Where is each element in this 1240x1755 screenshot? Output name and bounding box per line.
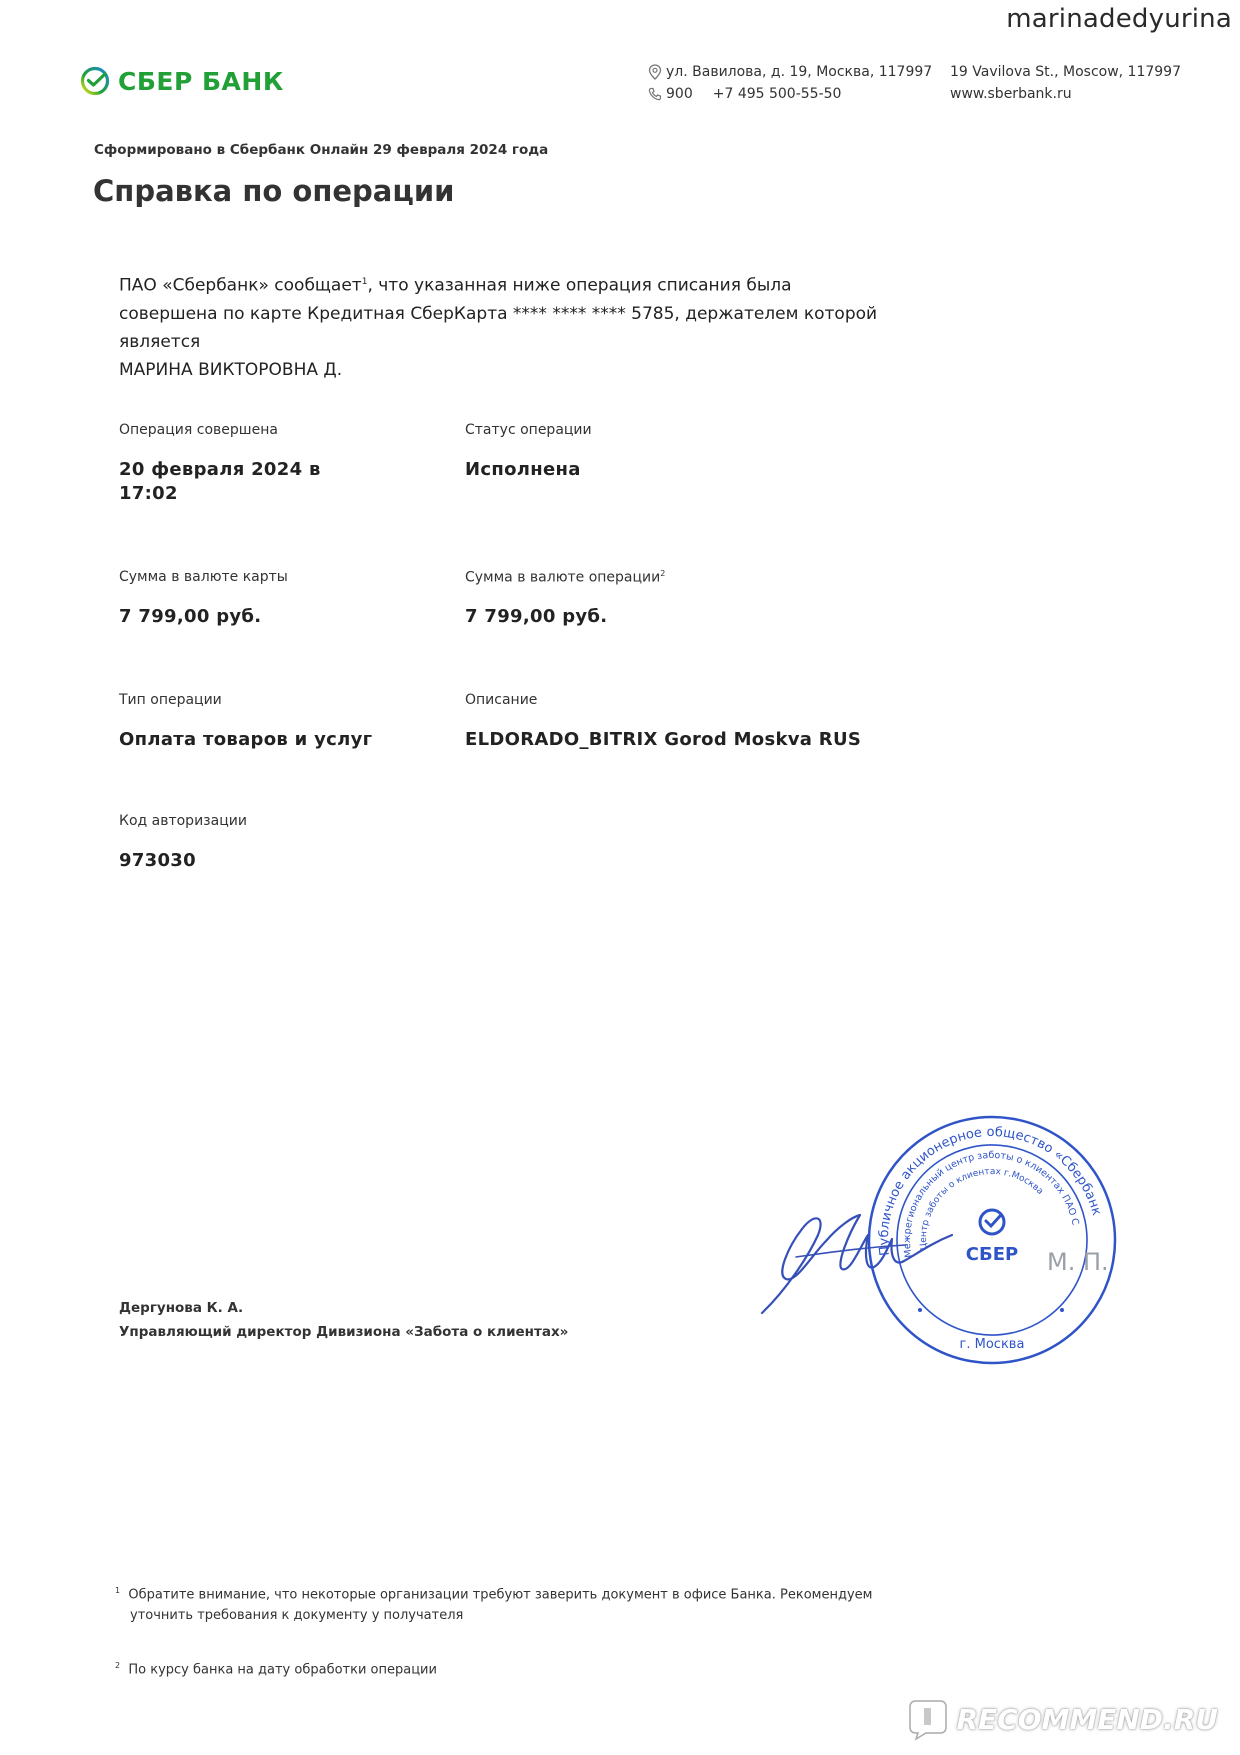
- intro-text-3: совершена по карте Кредитная СберКарта **** **** **** 5785, держателем которой является: [119, 303, 878, 352]
- op-amount-value: 7 799,00 руб.: [465, 606, 608, 627]
- intro-paragraph: [119, 268, 939, 384]
- op-date-line2: 17:02: [119, 483, 178, 504]
- sber-logo: [80, 66, 284, 96]
- page-title: Справка по операции: [93, 174, 455, 208]
- recommend-watermark: [906, 1697, 1218, 1741]
- stamp-brand: СБЕР: [965, 1244, 1019, 1265]
- intro-text-2: , что указанная ниже операция списания была: [367, 275, 792, 296]
- stamp-inner-text: Межрегиональный центр заботы о клиентах ПАО Сбербанк: [901, 1149, 1081, 1259]
- signatory-block: [119, 1296, 568, 1344]
- type-value: Оплата товаров и услуг: [119, 729, 373, 750]
- user-watermark: marinadedyurina: [1006, 4, 1232, 34]
- stamp-city: г. Москва: [959, 1337, 1025, 1352]
- desc-value: ELDORADO_BITRIX Gorod Moskva RUS: [465, 729, 862, 750]
- op-amount-label-text: Сумма в валюте операции: [465, 569, 661, 586]
- address-ru: ул. Вавилова, д. 19, Москва, 117997: [666, 64, 933, 80]
- auth-value: 973030: [119, 850, 196, 871]
- footnote-ref-1: 1: [361, 277, 368, 287]
- phone-icon: [648, 87, 662, 101]
- signatory-position: Управляющий директор Дивизиона «Забота о клиентах»: [119, 1324, 569, 1340]
- website-link[interactable]: www.sberbank.ru: [950, 86, 1072, 102]
- type-label: Тип операции: [119, 692, 222, 708]
- contacts-ru: [648, 61, 932, 105]
- recommend-logo-icon: [906, 1697, 950, 1741]
- status-label: Статус операции: [465, 422, 592, 438]
- stamp-inner-text-2: Центр заботы о клиентах г.Москва: [918, 1166, 1045, 1251]
- recommend-text: RECOMMEND.RU: [956, 1702, 1218, 1736]
- phone-short: 900: [666, 86, 693, 102]
- contacts-en: [950, 61, 1181, 105]
- bank-stamp: [862, 1110, 1122, 1370]
- intro-text-1: ПАО «Сбербанк» сообщает: [119, 275, 362, 296]
- footnote-1-mark: 1: [115, 1586, 121, 1595]
- op-amount-label: [465, 569, 665, 586]
- desc-label: Описание: [465, 692, 538, 708]
- sber-logo-icon: [80, 66, 110, 96]
- stamp-logo-icon: [980, 1210, 1004, 1234]
- op-date-line1: 20 февраля 2024 в: [119, 459, 321, 480]
- footnote-1-text-2: уточнить требования к документу у получателя: [130, 1608, 464, 1624]
- card-amount-label: Сумма в валюте карты: [119, 569, 288, 585]
- auth-label: Код авторизации: [119, 813, 247, 829]
- footnote-2: [115, 1655, 437, 1680]
- generated-note: Сформировано в Сбербанк Онлайн 29 февраля 2024 года: [94, 142, 549, 158]
- cardholder-name: МАРИНА ВИКТОРОВНА Д.: [119, 359, 343, 380]
- op-date-label: Операция совершена: [119, 422, 278, 438]
- footnote-2-text: По курсу банка на дату обработки операции: [128, 1662, 437, 1678]
- phone-long: +7 495 500-55-50: [712, 86, 842, 102]
- op-date-value: [119, 458, 321, 506]
- status-value: Исполнена: [465, 459, 581, 480]
- footnote-1-text: Обратите внимание, что некоторые организации требуют заверить документ в офисе Банка. Рекомендуем: [128, 1587, 873, 1603]
- footnote-ref-2: 2: [660, 569, 666, 578]
- logo-text: СБЕР БАНК: [118, 66, 284, 96]
- stamp-mp-mark: М. П.: [1047, 1248, 1109, 1276]
- footnote-2-mark: 2: [115, 1661, 121, 1670]
- location-pin-icon: [648, 64, 662, 80]
- card-amount-value: 7 799,00 руб.: [119, 606, 262, 627]
- signatory-name: Дергунова К. А.: [119, 1300, 244, 1316]
- stamp-outer-text: Публичное акционерное общество «Сбербанк: [876, 1124, 1104, 1257]
- address-en: 19 Vavilova St., Moscow, 117997: [950, 64, 1181, 80]
- footnote-1: [115, 1580, 872, 1626]
